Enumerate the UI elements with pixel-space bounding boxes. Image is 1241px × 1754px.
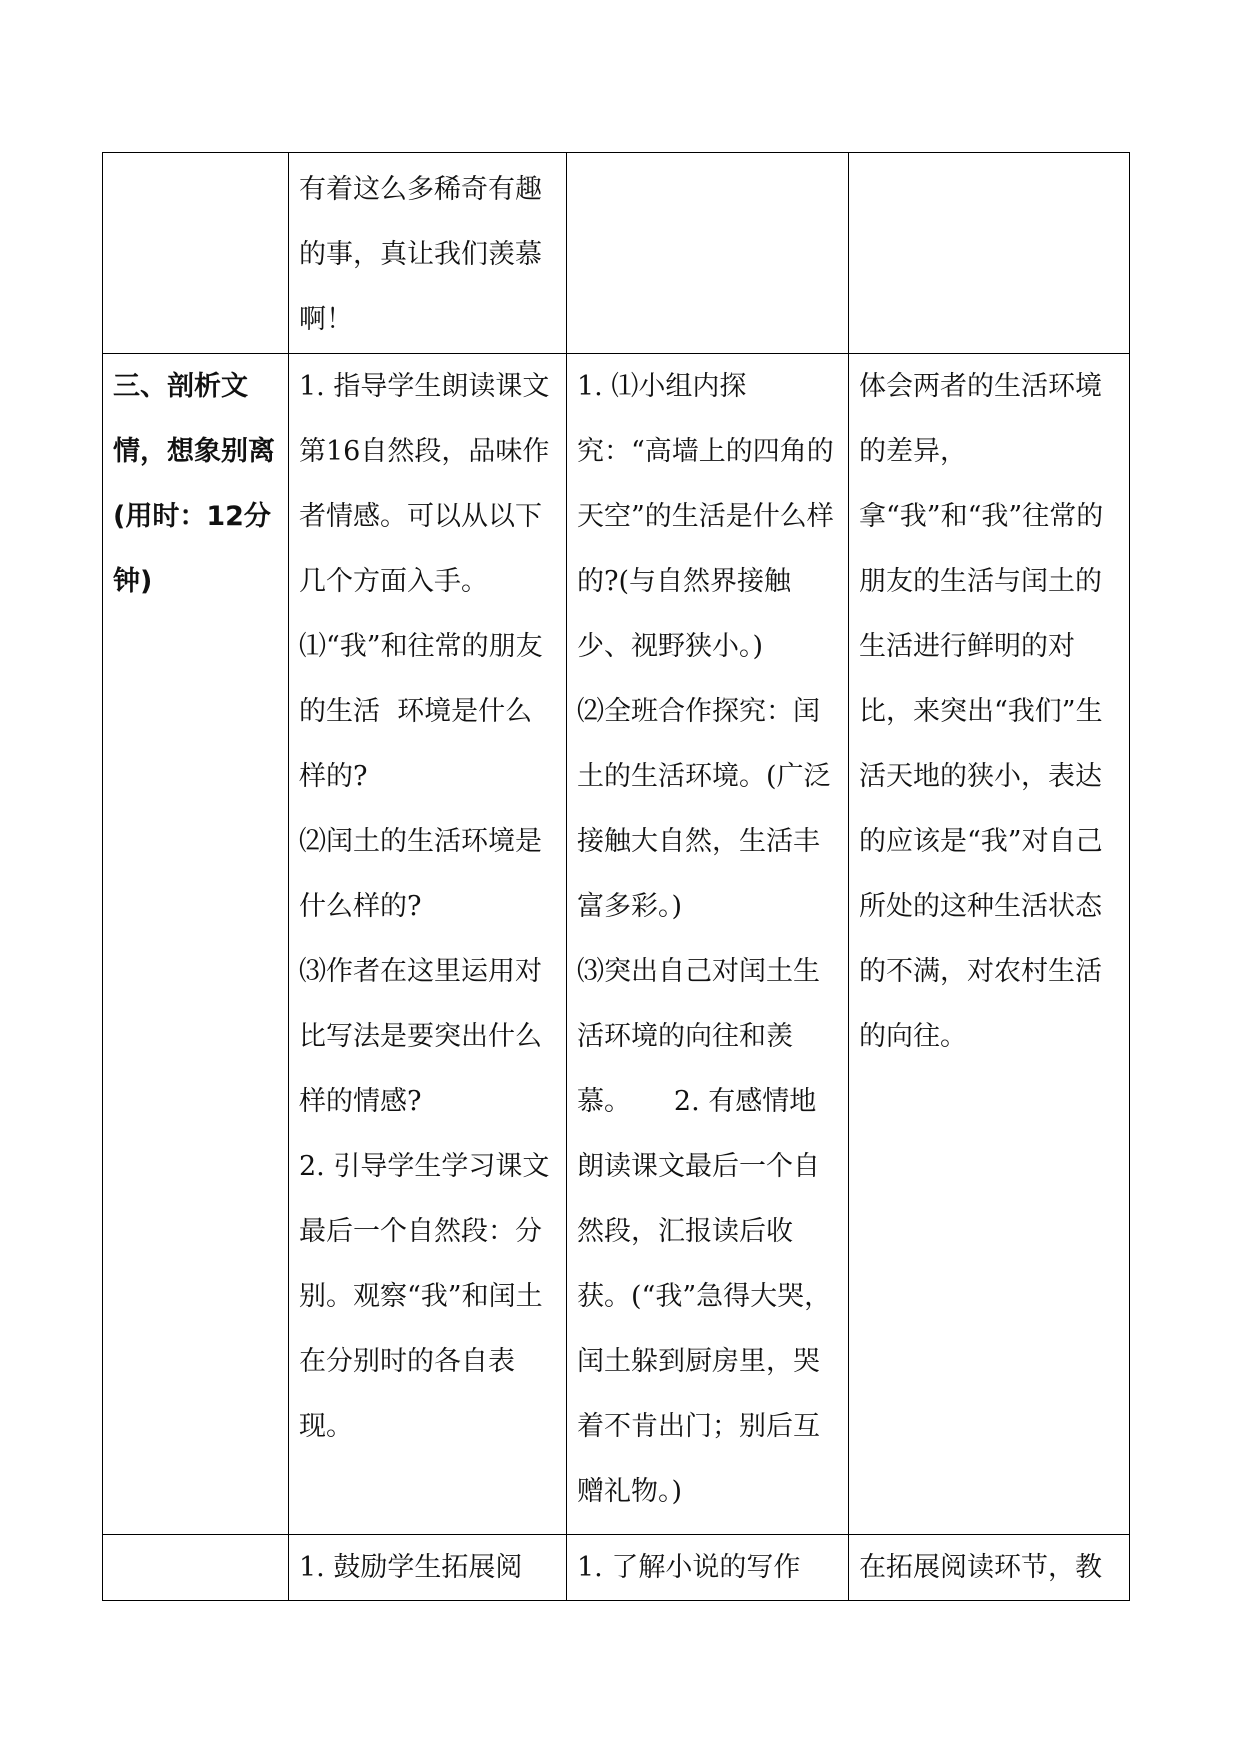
student-paragraph: 1. 了解小说的写作	[577, 1552, 801, 1583]
student-paragraph: ⑶突出自己对闰土生活环境的向往和羡慕。 2. 有感情地朗读课文最后一个自然段，汇报读后收获。(“我”急得大哭，闰土躲到厨房里，哭着不肯出门；别后互赠礼物。)	[577, 956, 832, 1507]
teacher-paragraph: 1. 指导学生朗读课文第16自然段，品味作者情感。可以从以下几个方面入手。	[299, 371, 550, 597]
student-paragraph: ⑵全班合作探究：闰土的生活环境。(广泛接触大自然，生活丰富多彩。)	[577, 696, 831, 922]
student-activity-cell	[567, 354, 849, 1535]
student-activity-cell	[567, 153, 849, 354]
stage-cell	[103, 153, 289, 354]
student-activity-cell	[567, 1535, 849, 1601]
stage-cell	[103, 354, 289, 1535]
table-row	[103, 1535, 1130, 1601]
design-intent-cell	[849, 354, 1130, 1535]
table-row	[103, 354, 1130, 1535]
student-paragraph: 1. ⑴小组内探究：“高墙上的四角的天空”的生活是什么样的?(与自然界接触少、视野狭小。)	[577, 371, 834, 662]
teacher-paragraph: 有着这么多稀奇有趣的事，真让我们羡慕啊！	[299, 174, 542, 335]
teacher-paragraph: ⑶作者在这里运用对比写法是要突出什么样的情感?	[299, 956, 542, 1117]
stage-cell	[103, 1535, 289, 1601]
teacher-activity-cell	[289, 153, 567, 354]
teacher-paragraph: ⑴“我”和往常的朋友的生活 环境是什么样的?	[299, 631, 543, 792]
intent-paragraph: 在拓展阅读环节，教	[859, 1552, 1102, 1583]
table-row	[103, 153, 1130, 354]
stage-label: 三、剖析文情，想象别离(用时：12分钟)	[113, 371, 275, 597]
design-intent-cell	[849, 153, 1130, 354]
teacher-paragraph: 2. 引导学生学习课文最后一个自然段：分别。观察“我”和闰土在分别时的各自表现。	[299, 1151, 550, 1442]
design-intent-cell	[849, 1535, 1130, 1601]
lesson-plan-table	[102, 152, 1130, 1601]
teacher-paragraph: 1. 鼓励学生拓展阅	[299, 1552, 523, 1583]
teacher-paragraph: ⑵闰土的生活环境是什么样的?	[299, 826, 542, 922]
teacher-activity-cell	[289, 1535, 567, 1601]
teacher-activity-cell	[289, 354, 567, 1535]
intent-paragraph: 体会两者的生活环境的差异，拿“我”和“我”往常的朋友的生活与闰土的生活进行鲜明的对比，来突出“我们”生活天地的狭小，表达的应该是“我”对自己所处的这种生活状态的不满，对农村生活的向往。	[859, 371, 1104, 1052]
